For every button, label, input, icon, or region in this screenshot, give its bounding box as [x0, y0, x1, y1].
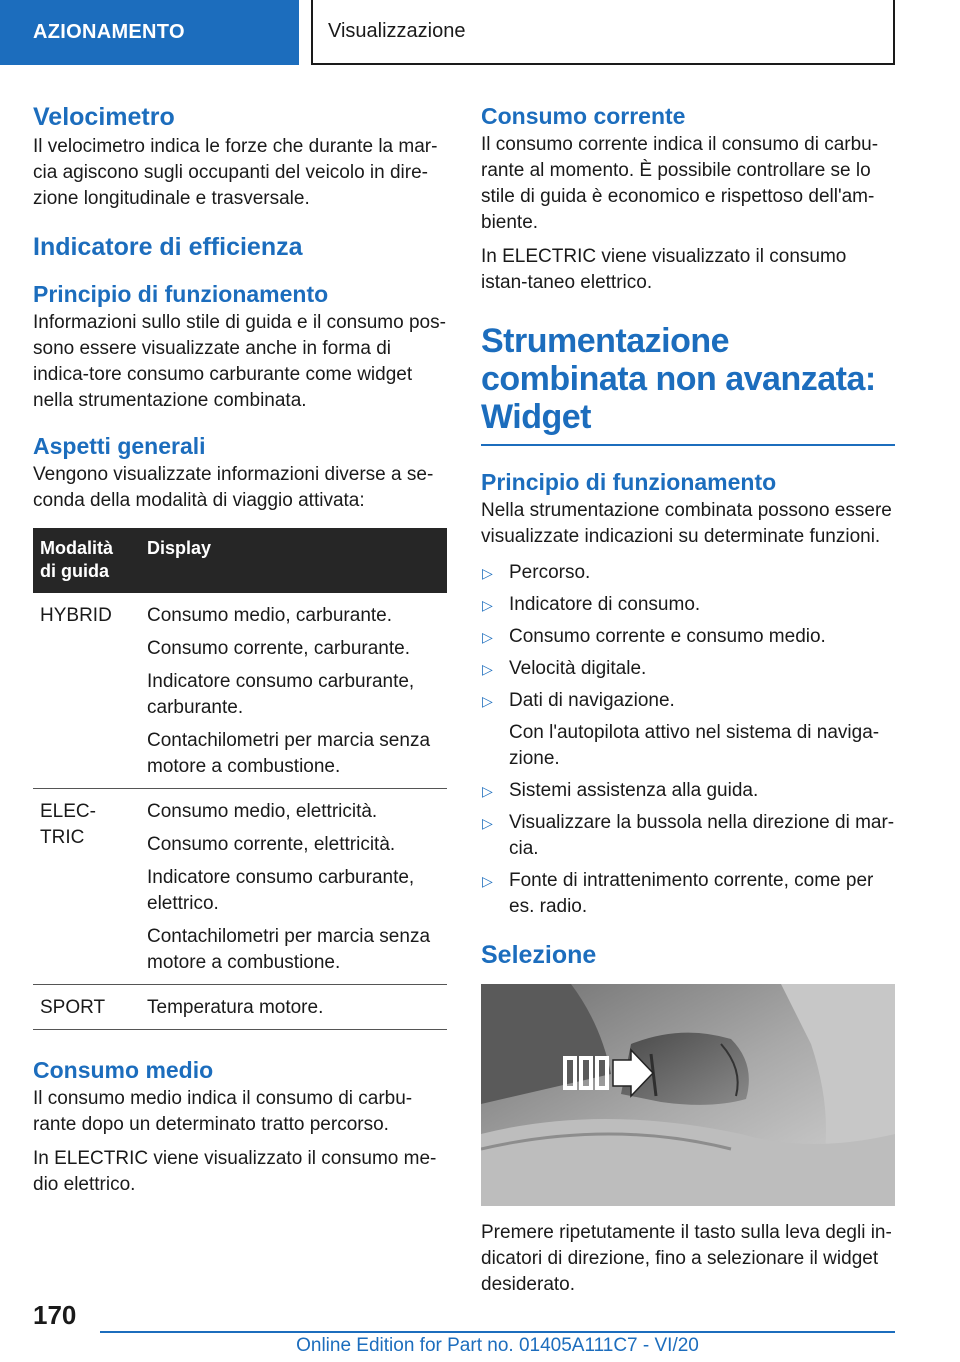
triangle-bullet-icon: ▷ [482, 815, 493, 831]
list-item: ▷ Visualizzare la bussola nella direzione di mar-cia. [482, 812, 895, 859]
triangle-bullet-icon: ▷ [482, 693, 493, 709]
driving-mode-table [33, 528, 447, 1030]
triangle-bullet-icon: ▷ [482, 565, 493, 581]
triangle-bullet-icon: ▷ [482, 783, 493, 799]
triangle-bullet-icon: ▷ [482, 597, 493, 613]
mode-cell: SPORT [33, 985, 140, 1030]
heading-velocimetro: Velocimetro [33, 103, 175, 131]
display-cell [140, 789, 447, 985]
display-line: Contachilometri per marcia senza motore a combustione. [147, 926, 431, 973]
column-header-display: Display [140, 528, 447, 593]
mode-cell: ELEC-TRIC [33, 789, 140, 985]
display-line: Consumo corrente, elettricità. [147, 834, 396, 855]
list-item: ▷ Dati di navigazione. Con l'autopilota attivo nel sistema di naviga-zione. [481, 688, 895, 772]
left-column [33, 100, 447, 1206]
paragraph-principio-left: Informazioni sullo stile di guida e il consumo pos-sono essere visualizzate anche in forma di indica-tore consumo carburante come widget nella strumentazione combinata. [33, 312, 446, 411]
display-line: Indicatore consumo carburante, elettrico. [147, 867, 415, 914]
page-number: 170 [33, 1300, 77, 1330]
paragraph-consumo-medio-2: In ELECTRIC viene visualizzato il consumo me-dio elettrico. [33, 1148, 437, 1195]
paragraph-consumo-corrente-2: In ELECTRIC viene visualizzato il consumo istan-taneo elettrico. [481, 246, 847, 293]
paragraph-consumo-corrente-1: Il consumo corrente indica il consumo di carbu-rante al momento. È possibile controllare se lo stile di guida è economico e rispettoso dell'am-biente. [481, 134, 879, 233]
list-item: ▷ Indicatore di consumo. [481, 592, 895, 618]
paragraph-aspetti: Vengono visualizzate informazioni diverse a se-conda della modalità di viaggio attivata: [33, 464, 434, 511]
footer-edition: Online Edition for Part no. 01405A111C7 - VI/20 [296, 1335, 699, 1356]
display-line: Consumo medio, elettricità. [147, 801, 378, 822]
right-column [481, 100, 895, 1306]
heading-efficienza: Indicatore di efficienza [33, 233, 303, 261]
list-item: ▷ Fonte di intrattenimento corrente, come per es. radio. [482, 870, 874, 917]
heading-selezione: Selezione [481, 941, 597, 969]
heading-aspetti: Aspetti generali [33, 433, 206, 459]
paragraph-principio-right: Nella strumentazione combinata possono essere visualizzate indicazioni su determinate funzioni. [481, 500, 892, 547]
display-line: Indicatore consumo carburante, carburante. [147, 671, 415, 718]
paragraph-velocimetro: Il velocimetro indica le forze che durante la mar-cia agiscono sugli occupanti del veicolo in dire-zione longitudinale e trasversale. [33, 136, 438, 209]
display-line: Temperatura motore. [147, 997, 324, 1018]
table-row [33, 593, 447, 789]
chapter-title: Visualizzazione [311, 0, 895, 65]
table-row [33, 985, 447, 1030]
mode-cell: HYBRID [33, 593, 140, 789]
widget-list [481, 560, 895, 920]
heading-principio-left: Principio di funzionamento [33, 281, 329, 307]
display-cell [140, 593, 447, 789]
list-item: ▷ Velocità digitale. [481, 656, 895, 682]
list-item: ▷ Percorso. [481, 560, 895, 586]
list-item-note: Con l'autopilota attivo nel sistema di naviga-zione. [509, 722, 880, 769]
display-line: Consumo corrente, carburante. [147, 638, 410, 659]
heading-principio-right: Principio di funzionamento [481, 469, 777, 495]
section-tab: AZIONAMENTO [0, 0, 299, 65]
triangle-bullet-icon: ▷ [482, 661, 493, 677]
triangle-bullet-icon: ▷ [482, 629, 493, 645]
heading-widget: Strumentazione combinata non avanzata: Widget [481, 322, 895, 446]
heading-consumo-medio: Consumo medio [33, 1057, 214, 1083]
paragraph-consumo-medio-1: Il consumo medio indica il consumo di carbu-rante dopo un determinato tratto percorso. [33, 1088, 413, 1135]
list-item: ▷ Consumo corrente e consumo medio. [481, 624, 895, 650]
table-row [33, 789, 447, 985]
table-header-row [33, 528, 447, 593]
list-item: ▷ Sistemi assistenza alla guida. [481, 778, 895, 804]
display-cell [140, 985, 447, 1030]
paragraph-selezione: Premere ripetutamente il tasto sulla leva degli in-dicatori di direzione, fino a selezionare il widget desiderato. [481, 1222, 892, 1295]
turn-signal-lever-illustration [481, 984, 895, 1206]
heading-consumo-corrente: Consumo corrente [481, 103, 686, 129]
display-line: Contachilometri per marcia senza motore a combustione. [147, 730, 431, 777]
display-line: Consumo medio, carburante. [147, 605, 393, 626]
triangle-bullet-icon: ▷ [482, 873, 493, 889]
column-header-mode: Modalità di guida [33, 528, 140, 593]
